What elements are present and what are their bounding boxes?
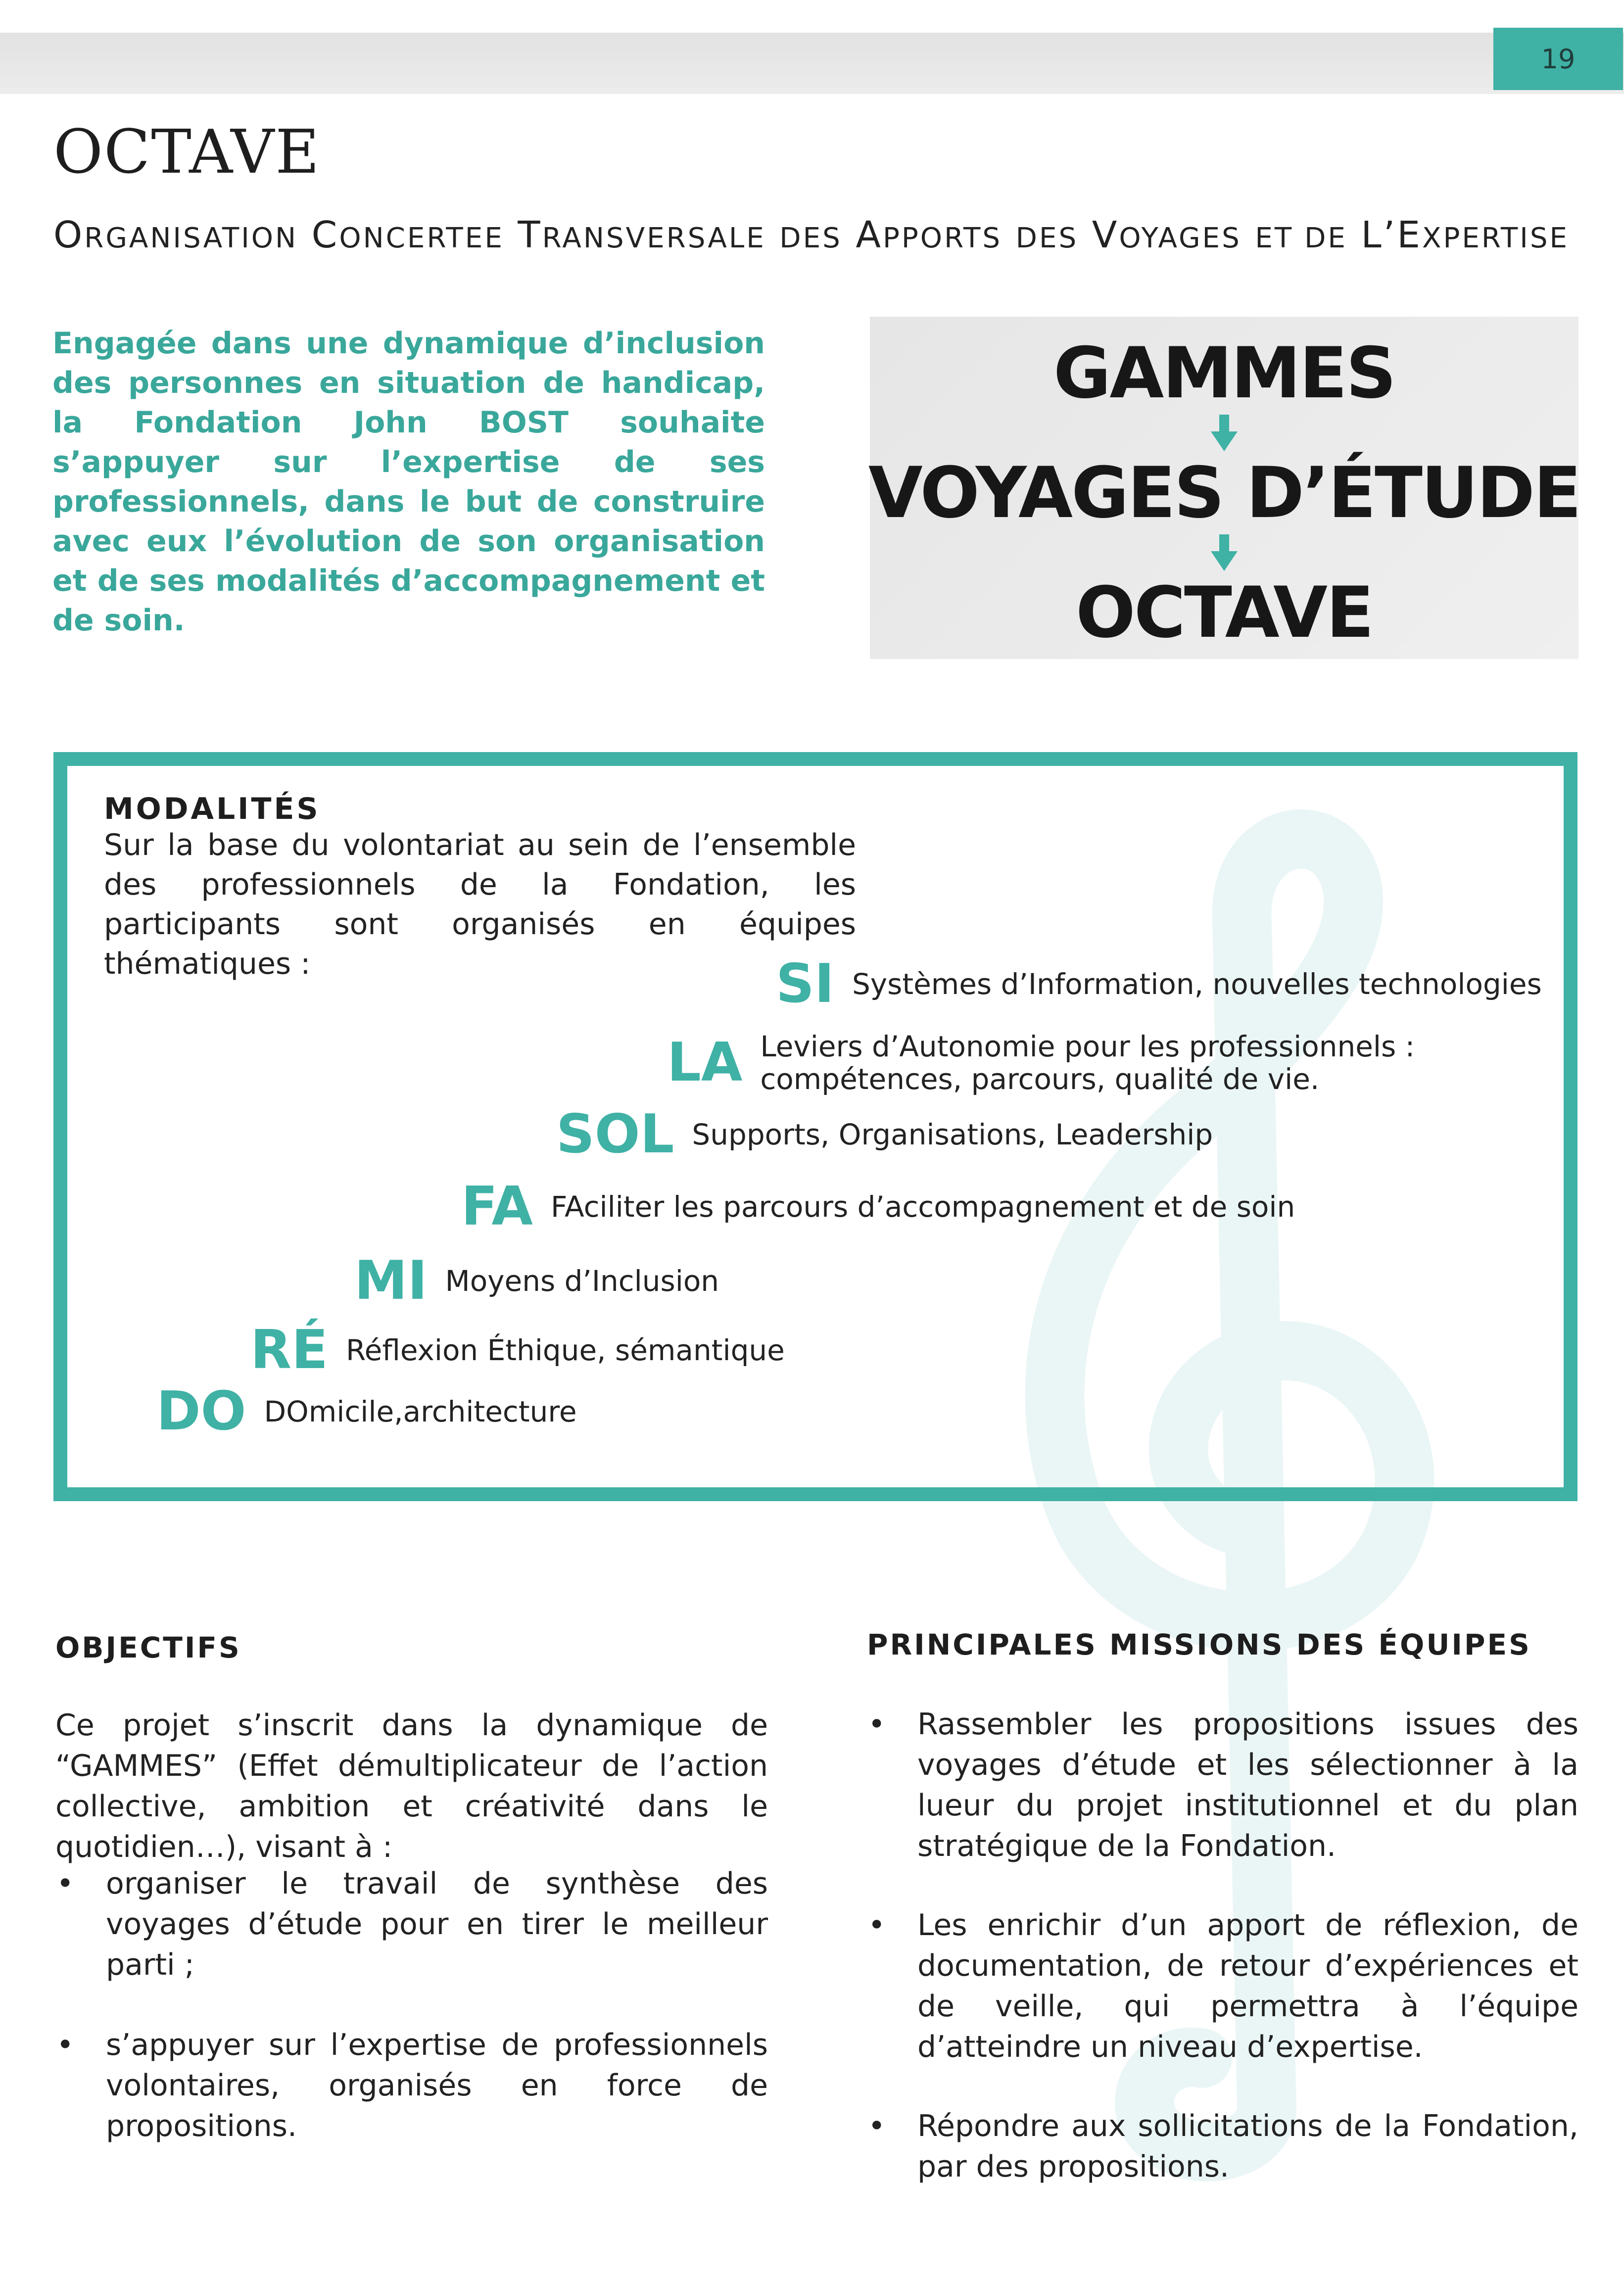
flow-step-octave: OCTAVE <box>1076 572 1373 654</box>
flow-step-voyages: VOYAGES D’ÉTUDE <box>868 452 1580 534</box>
subtitle-word: VOYAGES <box>1092 214 1242 256</box>
arrow-down-icon <box>1211 415 1238 451</box>
objectifs-heading: OBJECTIFS <box>55 1631 241 1664</box>
team-sol <box>556 1103 1213 1165</box>
team-label: Leviers d’Autonomie pour les professionnels : compétences, parcours, qualité de vie. <box>760 1030 1415 1096</box>
team-label: Moyens d’Inclusion <box>445 1264 719 1298</box>
team-label: Réflexion Éthique, sémantique <box>345 1333 785 1367</box>
modalites-text: Sur la base du volontariat au sein de l’ensemble des professionnels de la Fondation, les participants sont organisés en équipes thématiques : <box>104 828 856 981</box>
objectifs-list <box>106 1863 768 2186</box>
team-la <box>667 1030 1415 1095</box>
team-mi <box>354 1250 719 1312</box>
team-code: SI <box>776 953 834 1015</box>
team-code: DO <box>156 1380 246 1442</box>
modalites-title: MODALITÉS <box>104 792 321 826</box>
header-band <box>0 33 1624 94</box>
subtitle-word: ET DE <box>1255 222 1347 254</box>
team-code: FA <box>461 1176 533 1237</box>
list-item: • organiser le travail de synthèse des voyages d’étude pour en tirer le meilleur parti ; <box>106 1863 768 1985</box>
list-item: • s’appuyer sur l’expertise de professionnels volontaires, organisés en force de propositions. <box>106 2025 768 2146</box>
subtitle-word: L’EXPERTISE <box>1361 214 1570 256</box>
list-item: • Rassembler les propositions issues des voyages d’étude et les sélectionner à la lueur du projet institutionnel et du plan stratégique de la Fondation. <box>917 1704 1578 1866</box>
arrow-down-icon <box>1211 534 1238 571</box>
objectifs-text: Ce projet s’inscrit dans la dynamique de “GAMMES” (Effet démultiplicateur de l’action collective, ambition et créativité dans le quotidien…), visant à : <box>55 1708 768 1864</box>
team-label: DOmicile,architecture <box>264 1395 577 1428</box>
team-code: SOL <box>556 1103 674 1165</box>
team-code: RÉ <box>250 1319 328 1381</box>
missions-heading: PRINCIPALES MISSIONS DES ÉQUIPES <box>867 1628 1531 1661</box>
team-label: Supports, Organisations, Leadership <box>692 1118 1213 1151</box>
missions-list <box>917 1704 1578 2226</box>
subtitle-word: TRANSVERSALE <box>518 214 766 256</box>
team-code: MI <box>354 1250 428 1312</box>
subtitle-word: APPORTS <box>856 214 1003 256</box>
list-item: • Les enrichir d’un apport de réflexion, de documentation, de retour d’expériences et de veille, qui permettra à l’équipe d’atteindre un niveau d’expertise. <box>917 1905 1578 2067</box>
team-fa <box>461 1176 1295 1237</box>
subtitle-word: ORGANISATION <box>53 214 298 256</box>
flow-panel <box>870 317 1578 659</box>
team-code: LA <box>667 1032 743 1093</box>
list-item: • Répondre aux sollicitations de la Fondation, par des propositions. <box>917 2106 1578 2187</box>
team-label: Systèmes d’Information, nouvelles technologies <box>852 967 1542 1001</box>
page-number: 19 <box>1493 28 1623 90</box>
subtitle-word: CONCERTEE <box>311 214 504 256</box>
intro-paragraph: Engagée dans une dynamique d’inclusion des personnes en situation de handicap, la Fondation John BOST souhaite s’appuyer sur l’expertise de ses professionnels, dans le but de construire avec eux l’évolution de son organisation et de ses modalités d’accompagnement et de soin. <box>52 326 765 638</box>
team-label: FAciliter les parcours d’accompagnement et de soin <box>550 1190 1295 1224</box>
team-si <box>776 953 1542 1015</box>
flow-step-gammes: GAMMES <box>1053 332 1395 414</box>
subtitle-word: DES <box>779 222 842 254</box>
page-title: OCTAVE <box>53 117 321 187</box>
team-re <box>250 1319 785 1381</box>
subtitle-word: DES <box>1015 222 1079 254</box>
team-do <box>156 1380 577 1442</box>
page-subtitle <box>53 214 1569 256</box>
